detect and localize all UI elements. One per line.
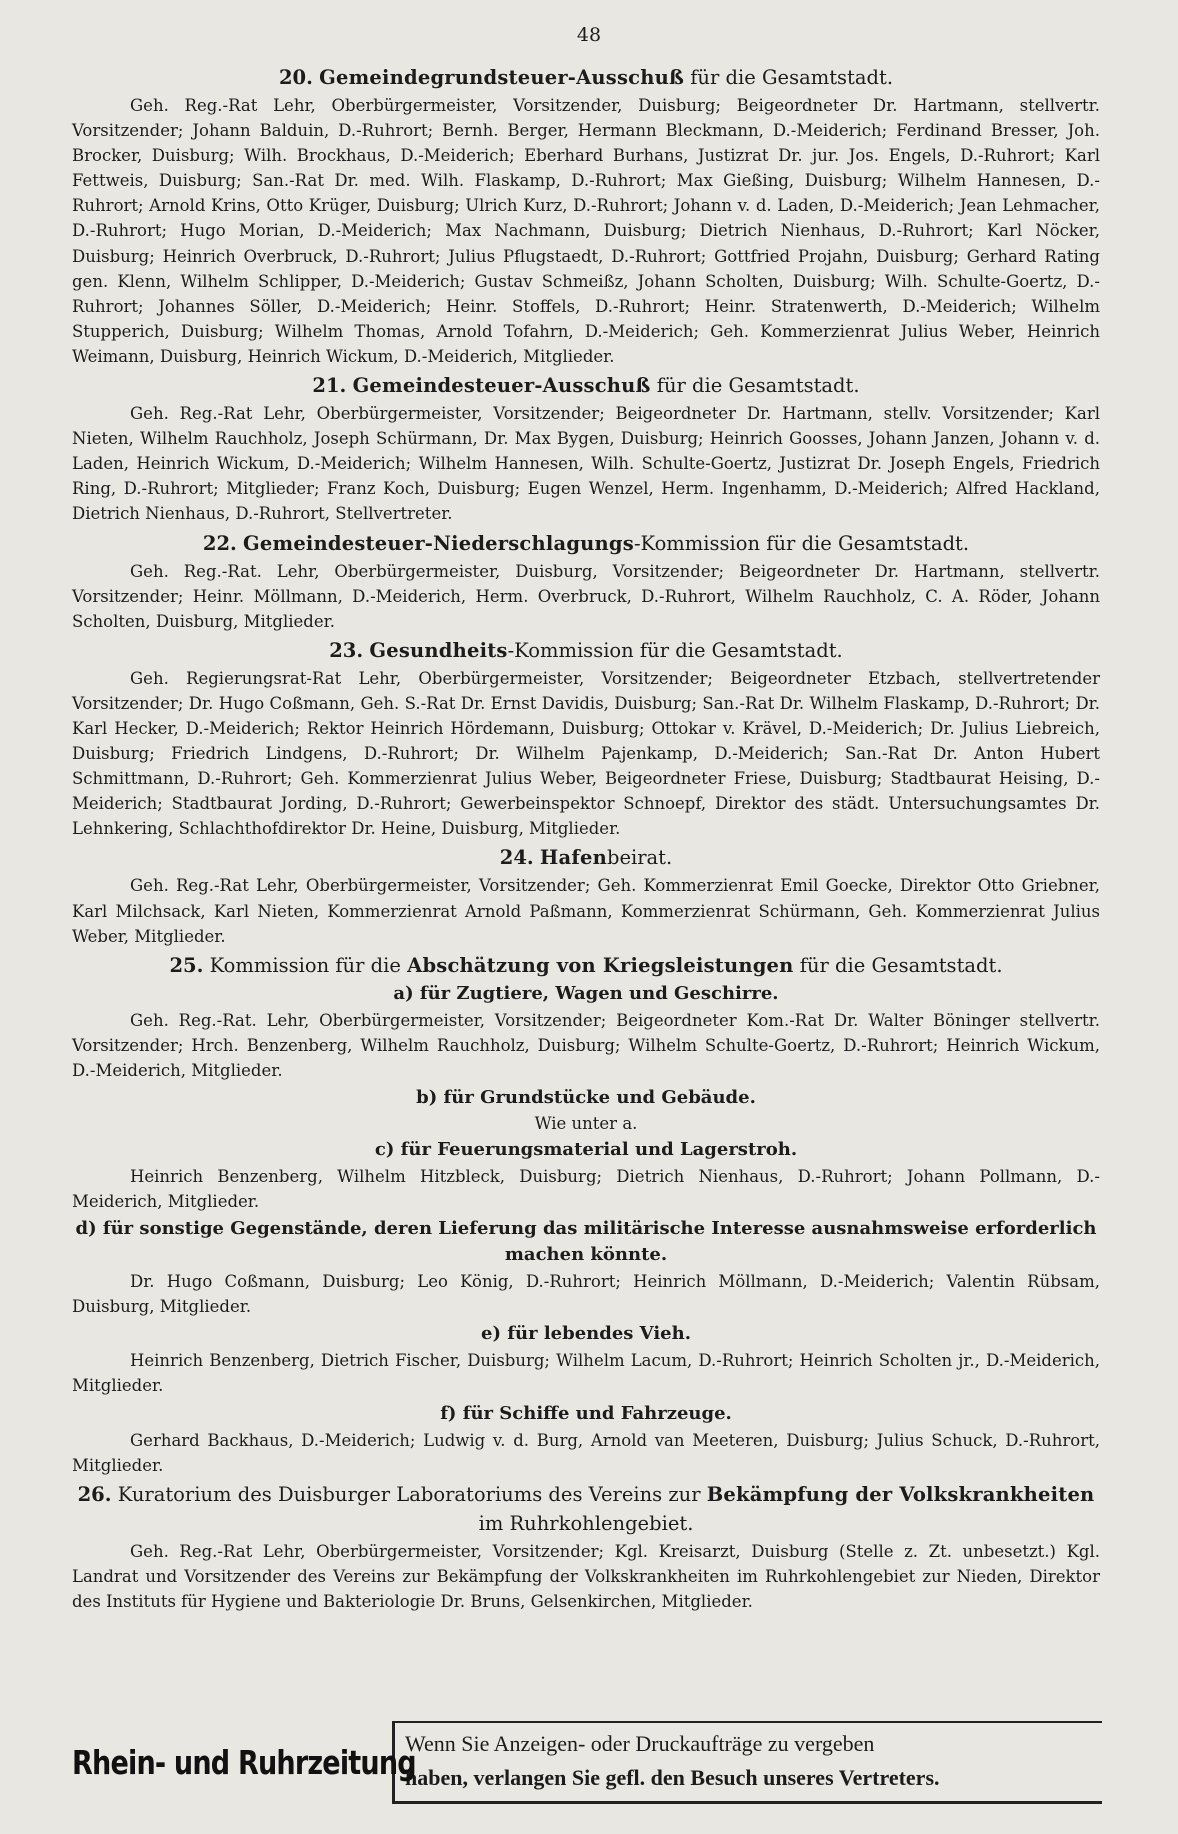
section-body: Geh. Reg.-Rat Lehr, Oberbürgermeister, Vorsitzender; Geh. Kommerzienrat Emil Goecke, Direktor Otto Griebner, Karl Milchsack, Karl Nieten, Kommerzienrat Arnold Paßmann, Kommerzienrat Schürmann, Geh. Kommerzienrat Julius Weber, Mitglieder. [72,876,1100,946]
section-body: Geh. Reg.-Rat Lehr, Oberbürgermeister, Vorsitzender, Duisburg; Beigeordneter Dr. Hartmann, stellvertr. Vorsitzender; Johann Balduin, D.-Ruhrort; Bernh. Berger, Hermann Bleckmann, D.-Meiderich; Ferdinand Bresser, Joh. Brocker, Duisburg; Wilh. Brockhaus, D.-Meiderich; Eberhard Burhans, Justizrat Dr. jur. Jos. Engels, D.-Ruhrort; Karl Fettweis, Duisburg; San.-Rat Dr. med. Wilh. Flaskamp, D.-Ruhrort; Max Gießing, Duisburg; Wilhelm Hannesen, D.-Ruhrort; Arnold Krins, Otto Krüger, Duisburg; Ulrich Kurz, D.-Ruhrort; Johann v. d. Laden, D.-Meiderich; Jean Lehmacher, D.-Ruhrort; Hugo Morian, D.-Meiderich; Max Nachmann, Duisburg; Dietrich Nienhaus, D.-Ruhrort; Karl Nöcker, Duisburg; Heinrich Overbruck, D.-Ruhrort; Julius Pflugstaedt, D.-Ruhrort; Gottfried Projahn, Duisburg; Gerhard Rating gen. Klenn, Wilhelm Schlipper, D.-Meiderich; Gustav Schmeißz, Johann Scholten, Duisburg; Wilh. Schulte-Goertz, D.-Ruhrort; Johannes Söller, D.-Meiderich; Heinr. Stoffels, D.-Ruhrort; Heinr. Stratenwerth, D.-Meiderich; Wilhelm Stupperich, Duisburg; Wilhelm Thomas, Arnold Tofahrn, D.-Meiderich; Geh. Kommerzienrat Julius Weber, Heinrich Weimann, Duisburg, Heinrich Wickum, D.-Meiderich, Mitglieder. [72,96,1100,366]
subsection-body-f: Gerhard Backhaus, D.-Meiderich; Ludwig v. d. Burg, Arnold van Meeteren, Duisburg; Julius Schuck, D.-Ruhrort, Mitglieder. [72,1430,1100,1475]
ad-line-1: Wenn Sie Anzeigen- oder Druckaufträge zu vergeben [405,1730,875,1756]
section-body: Geh. Regierungsrat-Rat Lehr, Oberbürgermeister, Vorsitzender; Beigeordneter Etzbach, stellvertretender Vorsitzender; Dr. Hugo Coßmann, Geh. S.-Rat Dr. Ernst Davidis, Duisburg; San.-Rat Dr. Wilhelm Flaskamp, D.-Ruhrort; Dr. Karl Hecker, D.-Meiderich; Rektor Heinrich Hördemann, Duisburg; Ottokar v. Krävel, D.-Meiderich; Dr. Julius Liebreich, Duisburg; Friedrich Lindgens, D.-Ruhrort; Dr. Wilhelm Pajenkamp, D.-Meiderich; San.-Rat Dr. Anton Hubert Schmittmann, D.-Ruhrort; Geh. Kommerzienrat Julius Weber, Beigeordneter Friese, Duisburg; Stadtbaurat Heising, D.-Meiderich; Stadtbaurat Jording, D.-Ruhrort; Gewerbeinspektor Schnoepf, Direktor des städt. Untersuchungsamtes Dr. Lehnkering, Schlachthofdirektor Dr. Heine, Duisburg, Mitglieder. [72,668,1100,839]
section-title: 23. Gesundheits-Kommission für die Gesamtstadt. [329,638,843,662]
section-23 [72,636,1100,842]
subsection-title-a: a) für Zugtiere, Wagen und Geschirre. [393,982,779,1004]
subsection-title-f: f) für Schiffe und Fahrzeuge. [440,1402,732,1424]
section-body: Geh. Reg.-Rat Lehr, Oberbürgermeister, Vorsitzender; Beigeordneter Dr. Hartmann, stellv. Vorsitzender; Karl Nieten, Wilhelm Rauchholz, Joseph Schürmann, Dr. Max Bygen, Duisburg; Heinrich Goosses, Johann Janzen, Johann v. d. Laden, Heinrich Wickum, D.-Meiderich; Wilhelm Hannesen, Wilh. Schulte-Goertz, Justizrat Dr. Joseph Engels, Friedrich Ring, D.-Ruhrort; Mitglieder; Franz Koch, Duisburg; Eugen Wenzel, Herm. Ingenhamm, D.-Meiderich; Alfred Hackland, Dietrich Nienhaus, D.-Ruhrort, Stellvertreter. [72,404,1100,524]
subsection-title-d: d) für sonstige Gegenstände, deren Lieferung das militärische Interesse ausnahmsweise erforderlich machen könnte. [75,1218,1097,1266]
ad-text-box [392,1721,1102,1804]
section-title: 26. Kuratorium des Duisburger Laboratoriums des Vereins zur Bekämpfung der Volkskrankheiten im Ruhrkohlengebiet. [77,1482,1095,1535]
section-20 [72,63,1100,369]
section-26 [72,1480,1100,1614]
section-title: 22. Gemeindesteuer-Niederschlagungs-Kommission für die Gesamtstadt. [202,531,970,555]
section-title: 21. Gemeindesteuer-Ausschuß für die Gesamtstadt. [312,374,860,398]
subsection-title-e: e) für lebendes Vieh. [481,1323,691,1345]
newspaper-advertisement [72,1718,1102,1806]
ad-line-2: haben, verlangen Sie gefl. den Besuch unseres Vertreters. [405,1764,940,1790]
subsection-body-d: Dr. Hugo Coßmann, Duisburg; Leo König, D.-Ruhrort; Heinrich Möllmann, D.-Meiderich; Valentin Rübsam, Duisburg, Mitglieder. [72,1272,1100,1317]
subsection-body-b: Wie unter a. [534,1114,638,1133]
section-24 [72,843,1100,948]
page-number: 48 [576,24,602,46]
section-22 [72,529,1100,634]
subsection-title-c: c) für Feuerungsmaterial und Lagerstroh. [374,1139,798,1160]
page-content [72,62,1100,1616]
subsection-body-e: Heinrich Benzenberg, Dietrich Fischer, Duisburg; Wilhelm Lacum, D.-Ruhrort; Heinrich Scholten jr., D.-Meiderich, Mitglieder. [72,1351,1100,1396]
subsection-body-c: Heinrich Benzenberg, Wilhelm Hitzbleck, Duisburg; Dietrich Nienhaus, D.-Ruhrort; Johann Pollmann, D.-Meiderich, Mitglieder. [72,1167,1100,1212]
section-title: 24. Hafenbeirat. [499,846,673,870]
ad-logo: Rhein- und Ruhrzeitung [72,1742,416,1782]
section-body: Geh. Reg.-Rat Lehr, Oberbürgermeister, Vorsitzender; Kgl. Kreisarzt, Duisburg (Stelle z. Zt. unbesetzt.) Kgl. Landrat und Vorsitzender des Vereins zur Bekämpfung der Volkskrankheiten im Ruhrkohlengebiet zur Nieden, Direktor des Instituts für Hygiene und Bakteriologie Dr. Bruns, Gelsenkirchen, Mitglieder. [72,1541,1100,1611]
section-title: 25. Kommission für die Abschätzung von Kriegsleistungen für die Gesamtstadt. [169,953,1003,977]
section-21 [72,371,1100,526]
subsection-title-b: b) für Grundstücke und Gebäude. [416,1087,756,1108]
section-25 [72,951,1100,1478]
subsection-body-a: Geh. Reg.-Rat. Lehr, Oberbürgermeister, Vorsitzender; Beigeordneter Kom.-Rat Dr. Walter Böninger stellvertr. Vorsitzender; Hrch. Benzenberg, Wilhelm Rauchholz, Duisburg; Wilhelm Schulte-Goertz, D.-Ruhrort; Heinrich Wickum, D.-Meiderich, Mitglieder. [72,1010,1100,1080]
section-title: 20. Gemeindegrundsteuer-Ausschuß für die Gesamtstadt. [278,66,894,89]
section-body: Geh. Reg.-Rat. Lehr, Oberbürgermeister, Duisburg, Vorsitzender; Beigeordneter Dr. Hartmann, stellvertr. Vorsitzender; Heinr. Möllmann, D.-Meiderich, Herm. Overbruck, D.-Ruhrort, Wilhelm Rauchholz, C. A. Röder, Johann Scholten, Duisburg, Mitglieder. [72,561,1100,631]
